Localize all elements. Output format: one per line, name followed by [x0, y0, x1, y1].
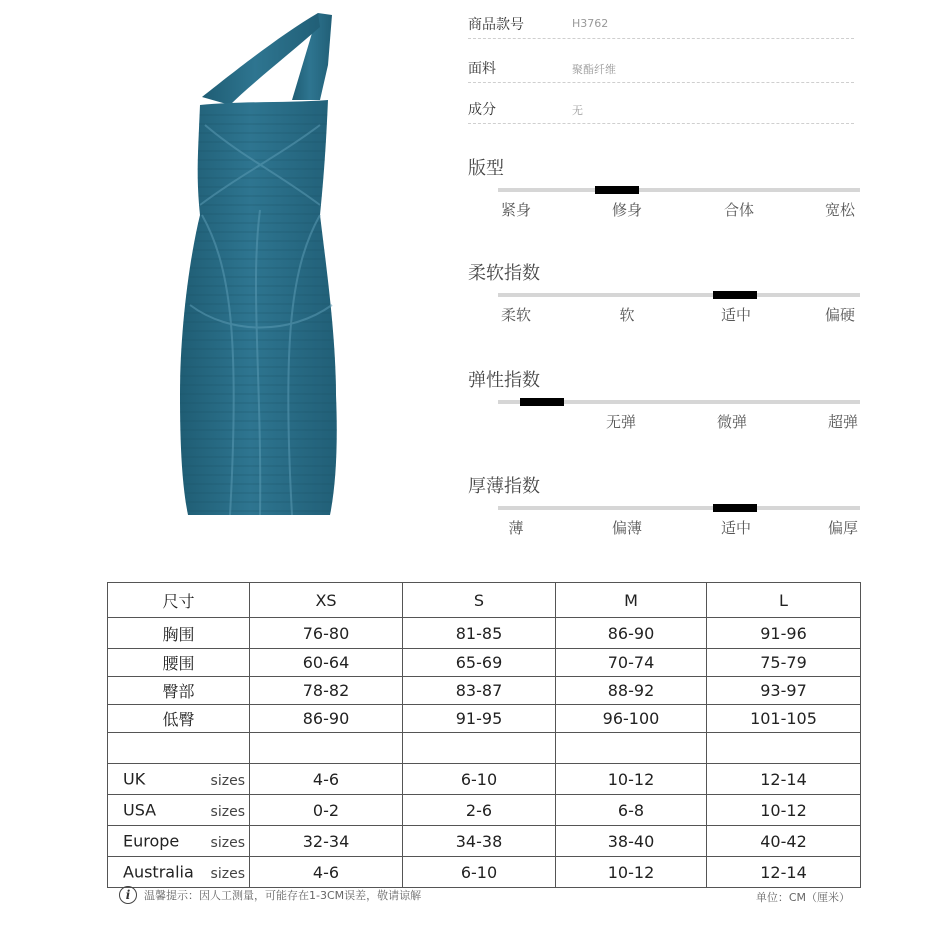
elasticity-title: 弹性指数 — [468, 370, 540, 391]
softness-title: 柔软指数 — [468, 263, 540, 284]
region-suffix: sizes — [210, 834, 245, 851]
info-row-composition — [468, 93, 854, 124]
table-cell — [556, 733, 707, 764]
thickness-label-4: 偏厚 — [827, 519, 858, 537]
row-label-uk — [108, 764, 250, 795]
table-cell: 10-12 — [707, 795, 861, 826]
thickness-label-1: 薄 — [508, 519, 524, 537]
softness-label-3: 适中 — [720, 306, 751, 324]
row-label: 臀部 — [108, 677, 250, 705]
softness-track — [498, 293, 860, 297]
table-cell: 65-69 — [403, 649, 556, 677]
row-label: 腰围 — [108, 649, 250, 677]
table-cell: 12-14 — [707, 857, 861, 888]
region-name: Europe — [123, 831, 180, 851]
fabric-value: 聚酯纤维 — [572, 63, 616, 76]
region-suffix: sizes — [210, 803, 245, 820]
table-cell: 12-14 — [707, 764, 861, 795]
elasticity-marker — [520, 398, 564, 406]
header-m: M — [556, 583, 707, 618]
elasticity-label-2: 无弹 — [605, 413, 636, 431]
table-cell: 6-10 — [403, 857, 556, 888]
elasticity-track — [498, 400, 860, 404]
table-row-low-hip — [108, 705, 861, 733]
table-cell: 91-96 — [707, 618, 861, 649]
table-cell: 75-79 — [707, 649, 861, 677]
softness-label-4: 偏硬 — [824, 306, 855, 324]
table-row-waist — [108, 649, 861, 677]
row-label: 胸围 — [108, 618, 250, 649]
unit-note: 单位：CM（厘米） — [755, 891, 850, 904]
table-cell: 91-95 — [403, 705, 556, 733]
table-cell: 93-97 — [707, 677, 861, 705]
size-chart-table — [107, 582, 861, 888]
header-xs: XS — [250, 583, 403, 618]
table-cell: 88-92 — [556, 677, 707, 705]
table-cell: 70-74 — [556, 649, 707, 677]
table-row-spacer — [108, 733, 861, 764]
region-name: Australia — [123, 862, 194, 882]
fabric-label: 面料 — [468, 61, 496, 77]
header-l: L — [707, 583, 861, 618]
table-cell — [707, 733, 861, 764]
table-cell: 10-12 — [556, 857, 707, 888]
thickness-track — [498, 506, 860, 510]
softness-label-2: 软 — [619, 306, 635, 324]
softness-marker — [713, 291, 757, 299]
region-suffix: sizes — [210, 865, 245, 882]
header-s: S — [403, 583, 556, 618]
fit-label-1: 紧身 — [500, 201, 531, 219]
table-row-usa — [108, 795, 861, 826]
style-no-value: H3762 — [572, 17, 609, 30]
region-name: UK — [123, 769, 146, 789]
measurement-note — [119, 886, 421, 904]
fit-title: 版型 — [468, 158, 504, 179]
table-cell: 32-34 — [250, 826, 403, 857]
fit-track — [498, 188, 860, 192]
dress-image — [170, 5, 360, 535]
table-cell: 86-90 — [556, 618, 707, 649]
row-label: 低臀 — [108, 705, 250, 733]
thickness-label-2: 偏薄 — [611, 519, 642, 537]
table-cell — [403, 733, 556, 764]
table-cell: 4-6 — [250, 764, 403, 795]
table-row-hip — [108, 677, 861, 705]
fit-marker — [595, 186, 639, 194]
table-row-uk — [108, 764, 861, 795]
table-cell — [250, 733, 403, 764]
table-row-bust — [108, 618, 861, 649]
thickness-title: 厚薄指数 — [468, 476, 540, 497]
fit-label-3: 合体 — [723, 201, 754, 219]
table-cell: 2-6 — [403, 795, 556, 826]
table-cell: 6-10 — [403, 764, 556, 795]
table-cell: 0-2 — [250, 795, 403, 826]
table-cell: 60-64 — [250, 649, 403, 677]
table-cell: 4-6 — [250, 857, 403, 888]
table-cell: 83-87 — [403, 677, 556, 705]
table-cell: 6-8 — [556, 795, 707, 826]
region-name: USA — [123, 800, 157, 820]
elasticity-label-4: 超弹 — [827, 413, 858, 431]
table-cell: 38-40 — [556, 826, 707, 857]
info-row-fabric — [468, 52, 854, 83]
info-icon: i — [119, 886, 137, 904]
composition-label: 成分 — [468, 102, 496, 118]
table-cell: 76-80 — [250, 618, 403, 649]
style-no-label: 商品款号 — [468, 17, 524, 33]
table-row-australia — [108, 857, 861, 888]
table-cell: 78-82 — [250, 677, 403, 705]
note-text: 温馨提示：因人工测量，可能存在1-3CM误差，敬请谅解 — [144, 889, 422, 902]
softness-label-1: 柔软 — [500, 306, 531, 324]
table-cell: 10-12 — [556, 764, 707, 795]
table-cell: 40-42 — [707, 826, 861, 857]
thickness-marker — [713, 504, 757, 512]
table-cell: 96-100 — [556, 705, 707, 733]
info-row-style-no — [468, 8, 854, 39]
table-header-row — [108, 583, 861, 618]
region-suffix: sizes — [210, 772, 245, 789]
composition-value: 无 — [572, 104, 583, 117]
table-row-europe — [108, 826, 861, 857]
fit-label-4: 宽松 — [824, 201, 855, 219]
thickness-label-3: 适中 — [720, 519, 751, 537]
table-cell: 34-38 — [403, 826, 556, 857]
table-cell — [108, 733, 250, 764]
row-label-usa — [108, 795, 250, 826]
header-size-label: 尺寸 — [108, 583, 250, 618]
elasticity-label-3: 微弹 — [716, 413, 747, 431]
fit-label-2: 修身 — [611, 201, 642, 219]
row-label-europe — [108, 826, 250, 857]
table-cell: 81-85 — [403, 618, 556, 649]
table-cell: 86-90 — [250, 705, 403, 733]
row-label-australia — [108, 857, 250, 888]
table-cell: 101-105 — [707, 705, 861, 733]
